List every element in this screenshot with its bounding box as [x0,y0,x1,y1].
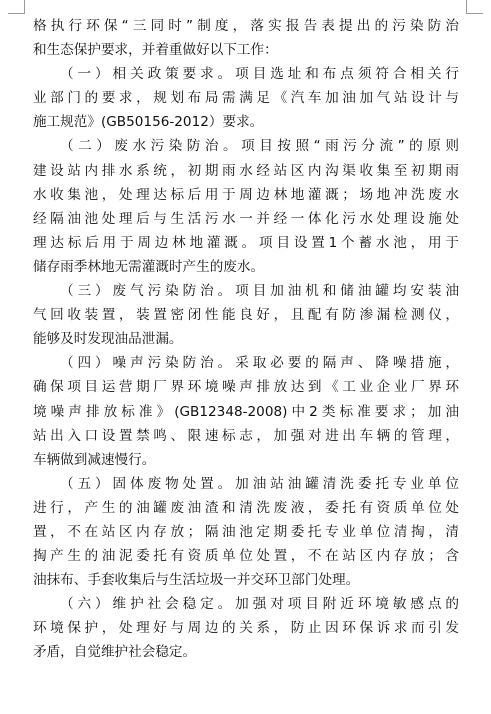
text-line: （五）固体废物处置。加油站油罐清洗委托专业单位 [60,475,459,492]
text-line: 水收集池，处理达标后用于周边林地灌溉；场地冲洗废水 [33,186,459,203]
text-line: 气回收装置，装置密闭性能良好，且配有防渗漏检测仪， [33,307,459,324]
document-body [33,14,459,665]
text-line: 能够及时发现油品泄漏。 [33,331,183,348]
text-line: （三）废气污染防治。项目加油机和储油罐均安装油 [60,283,459,300]
text-line: 业部门的要求，规划布局需满足《汽车加油加气站设计与 [33,90,459,107]
text-line: 施工规范》(GB50156-2012）要求。 [33,114,264,131]
crop-mark-top-left-vertical [24,0,25,14]
text-line: 确保项目运营期厂界环境噪声排放达到《工业企业厂界环 [33,379,459,396]
crop-mark-top-left-horizontal [8,13,24,14]
text-line: 置，不在站区内存放；隔油池定期委托专业单位清掏，清 [33,523,459,540]
text-line: 和生态保护要求，并着重做好以下工作： [33,42,278,59]
text-line: 站出入口设置禁鸣、限速标志，加强对进出车辆的管理， [33,427,459,444]
text-line: 进行，产生的油罐废油渣和清洗废液，委托有资质单位处 [33,499,459,516]
text-line: 境噪声排放标准》(GB12348-2008)中2类标准要求；加油 [33,403,459,420]
text-line: 理达标后用于周边林地灌溉。项目设置1个蓄水池，用于 [33,234,459,251]
text-line: 车辆做到减速慢行。 [33,451,156,468]
crop-mark-top-right-horizontal [467,13,483,14]
text-line: 环境保护，处理好与周边的关系，防止因环保诉求而引发 [33,620,459,637]
text-line: （六）维护社会稳定。加强对项目附近环境敏感点的 [60,596,459,613]
text-line: 掏产生的油泥委托有资质单位处置，不在站区内存放；含 [33,548,459,565]
text-line: 建设站内排水系统，初期雨水经站区内沟渠收集至初期雨 [33,162,459,179]
text-line: 经隔油池处理后与生活污水一并经一体化污水处理设施处 [33,210,459,227]
text-line: 储存雨季林地无需灌溉时产生的废水。 [33,258,265,275]
text-line: 格执行环保“三同时”制度，落实报告表提出的污染防治 [33,18,459,34]
text-line: （四）噪声污染防治。采取必要的隔声、降噪措施， [60,355,459,372]
text-line: 矛盾，自觉维护社会稳定。 [33,644,197,661]
text-line: 油抹布、手套收集后与生活垃圾一并交环卫部门处理。 [33,572,360,589]
text-line: （一）相关政策要求。项目选址和布点须符合相关行 [60,66,459,83]
text-line: （二）废水污染防治。项目按照“雨污分流”的原则 [60,138,459,155]
crop-mark-top-right-vertical [466,0,467,14]
